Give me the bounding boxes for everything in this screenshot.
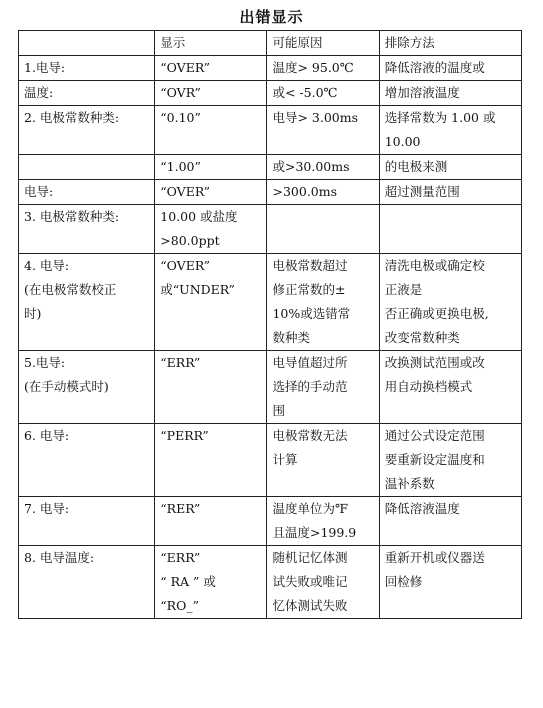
cell-display: “RER” — [155, 497, 267, 546]
cell-cause: >300.0ms — [267, 180, 379, 205]
table-row — [19, 546, 522, 619]
cell-cause: 或< -5.0℃ — [267, 81, 379, 106]
cell-display: “OVR” — [155, 81, 267, 106]
cell-remedy: 的电极来测 — [379, 155, 521, 180]
cell-remedy: 降低溶液温度 — [379, 497, 521, 546]
cell-item — [19, 155, 155, 180]
table-row — [19, 155, 522, 180]
header-cell-display: 显示 — [155, 31, 267, 56]
cell-cause: 温度> 95.0℃ — [267, 56, 379, 81]
cell-cause: 电极常数无法 计算 — [267, 424, 379, 497]
table-row — [19, 81, 522, 106]
cell-remedy — [379, 205, 521, 254]
cell-cause: 或>30.00ms — [267, 155, 379, 180]
cell-item: 电导: — [19, 180, 155, 205]
cell-display: “ERR” “ RA ” 或 “RO_” — [155, 546, 267, 619]
cell-remedy: 清洗电极或确定校 正液是 否正确或更换电极, 改变常数种类 — [379, 254, 521, 351]
cell-item: 5.电导: (在手动模式时) — [19, 351, 155, 424]
table-row — [19, 180, 522, 205]
header-cell-remedy: 排除方法 — [379, 31, 521, 56]
cell-item: 8. 电导温度: — [19, 546, 155, 619]
cell-display: “1.00” — [155, 155, 267, 180]
error-table-body — [19, 31, 522, 619]
table-row — [19, 351, 522, 424]
cell-display: 10.00 或盐度 >80.0ppt — [155, 205, 267, 254]
cell-cause: 电极常数超过 修正常数的± 10%或选错常 数种类 — [267, 254, 379, 351]
cell-remedy: 超过测量范围 — [379, 180, 521, 205]
page-title: 出错显示 — [239, 8, 304, 26]
table-row — [19, 106, 522, 155]
header-cell-cause: 可能原因 — [267, 31, 379, 56]
table-row — [19, 254, 522, 351]
table-row — [19, 56, 522, 81]
cell-remedy: 选择常数为 1.00 或 10.00 — [379, 106, 521, 155]
cell-display: “ERR” — [155, 351, 267, 424]
cell-item: 温度: — [19, 81, 155, 106]
cell-remedy: 重新开机或仪器送 回检修 — [379, 546, 521, 619]
cell-item: 4. 电导: (在电极常数校正 时) — [19, 254, 155, 351]
cell-cause: 电导> 3.00ms — [267, 106, 379, 155]
cell-display: “OVER” — [155, 180, 267, 205]
cell-cause — [267, 205, 379, 254]
cell-display: “OVER” — [155, 56, 267, 81]
table-row — [19, 424, 522, 497]
cell-item: 2. 电极常数种类: — [19, 106, 155, 155]
cell-display: “OVER” 或“UNDER” — [155, 254, 267, 351]
cell-item: 3. 电极常数种类: — [19, 205, 155, 254]
cell-cause: 温度单位为℉ 且温度>199.9 — [267, 497, 379, 546]
cell-display: “PERR” — [155, 424, 267, 497]
table-row — [19, 497, 522, 546]
error-display-table — [18, 30, 522, 619]
cell-cause: 随机记忆体测 试失败或唯记 忆体测试失败 — [267, 546, 379, 619]
cell-item: 7. 电导: — [19, 497, 155, 546]
cell-item: 1.电导: — [19, 56, 155, 81]
cell-item: 6. 电导: — [19, 424, 155, 497]
cell-display: “0.10” — [155, 106, 267, 155]
table-row — [19, 205, 522, 254]
cell-remedy: 增加溶液温度 — [379, 81, 521, 106]
cell-cause: 电导值超过所 选择的手动范 围 — [267, 351, 379, 424]
cell-remedy: 改换测试范围或改 用自动换档模式 — [379, 351, 521, 424]
header-cell-item — [19, 31, 155, 56]
cell-remedy: 通过公式设定范围 要重新设定温度和 温补系数 — [379, 424, 521, 497]
table-header-row — [19, 31, 522, 56]
cell-remedy: 降低溶液的温度或 — [379, 56, 521, 81]
